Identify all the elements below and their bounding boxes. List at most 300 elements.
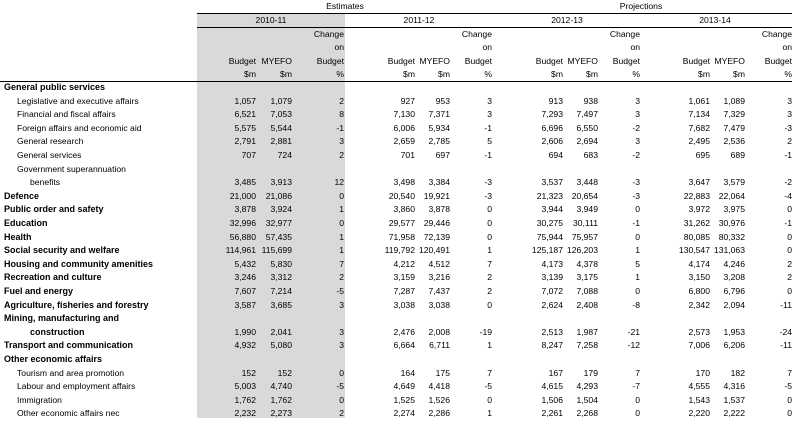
- column-header-budget: $m: [698, 69, 710, 80]
- table-cell: 114,961: [225, 245, 256, 256]
- table-cell: 7: [787, 367, 792, 378]
- row-label: General services: [17, 150, 82, 160]
- year-header: 2011-12: [403, 15, 435, 25]
- table-cell: 29,577: [388, 218, 415, 228]
- table-cell: 6,206: [723, 340, 745, 351]
- table-cell: 2,513: [541, 326, 563, 337]
- column-header-myefo: MYEFO: [567, 55, 598, 66]
- table-cell: 22,064: [718, 190, 745, 201]
- table-cell: 7,497: [576, 109, 598, 120]
- table-cell: 4,378: [576, 258, 598, 269]
- table-cell: 0: [787, 204, 792, 215]
- table-cell: 75,944: [536, 231, 563, 242]
- column-header-budget: $m: [403, 69, 415, 80]
- table-cell: 3,208: [723, 272, 745, 283]
- table-cell: 0: [787, 286, 792, 296]
- table-cell: -24: [779, 326, 792, 337]
- column-header-myefo: $m: [586, 69, 598, 80]
- table-cell: 3: [635, 136, 640, 147]
- table-cell: 2,342: [688, 299, 710, 310]
- table-cell: 697: [435, 150, 450, 160]
- table-cell: 0: [787, 394, 792, 405]
- table-cell: 2,094: [723, 299, 745, 310]
- table-cell: 3,975: [723, 204, 745, 215]
- row-label: Housing and community amenities: [4, 258, 154, 269]
- table-cell: 3: [635, 95, 640, 106]
- table-cell: 5,432: [234, 258, 256, 269]
- table-cell: 7,293: [541, 109, 563, 120]
- table-cell: 3,246: [234, 272, 256, 283]
- table-cell: 0: [787, 231, 792, 242]
- table-cell: 0: [635, 408, 640, 419]
- row-label: General public services: [4, 82, 106, 92]
- table-cell: 0: [339, 394, 344, 405]
- column-header-change: on: [482, 42, 492, 53]
- table-cell: 1: [487, 245, 492, 256]
- table-cell: 3: [635, 109, 640, 120]
- table-cell: 6,664: [393, 340, 415, 351]
- table-cell: 179: [583, 367, 598, 378]
- table-cell: 3,150: [688, 272, 710, 283]
- table-cell: 1,543: [688, 394, 710, 405]
- table-cell: 4,615: [541, 381, 563, 392]
- table-cell: 6,711: [429, 340, 450, 351]
- table-cell: 953: [435, 95, 450, 106]
- table-cell: 3,913: [270, 177, 292, 188]
- table-cell: 19,921: [423, 190, 450, 201]
- table-cell: 2,881: [270, 136, 292, 147]
- column-header-change: Budget: [764, 55, 792, 66]
- table-cell: 1,061: [688, 95, 710, 106]
- table-cell: 1: [487, 340, 492, 351]
- table-cell: 2: [487, 286, 492, 296]
- table-cell: 6,800: [688, 286, 710, 296]
- table-cell: 4,293: [576, 381, 598, 392]
- year-header: 2013-14: [699, 15, 731, 25]
- table-cell: -1: [336, 122, 344, 133]
- table-cell: 5,003: [234, 381, 256, 392]
- row-label: Transport and communication: [4, 340, 134, 351]
- table-cell: 2: [339, 95, 344, 106]
- table-cell: 7: [487, 258, 492, 269]
- table-cell: 2,536: [723, 136, 745, 147]
- table-cell: 3,038: [428, 299, 450, 310]
- table-cell: 913: [548, 95, 563, 106]
- table-cell: 7,371: [428, 109, 450, 120]
- table-cell: 3,384: [428, 177, 450, 188]
- table-cell: 4,649: [393, 381, 415, 392]
- row-label: Social security and welfare: [4, 245, 120, 256]
- table-cell: 20,654: [571, 190, 598, 201]
- table-cell: 3,485: [234, 177, 256, 188]
- column-header-change: %: [336, 69, 344, 80]
- table-cell: 0: [339, 367, 344, 378]
- table-cell: 2,791: [234, 136, 256, 147]
- table-cell: 694: [548, 150, 563, 160]
- table-cell: -3: [484, 190, 492, 201]
- table-cell: 80,332: [718, 231, 745, 242]
- table-cell: 167: [548, 367, 563, 378]
- table-cell: 2: [339, 150, 344, 160]
- table-cell: 5,830: [270, 258, 292, 269]
- table-cell: 7,479: [723, 122, 745, 133]
- column-header-change: Change: [761, 28, 792, 39]
- row-label: Foreign affairs and economic aid: [17, 122, 142, 133]
- table-cell: 8,247: [541, 340, 563, 351]
- table-cell: -3: [632, 190, 640, 201]
- table-cell: 3: [787, 109, 792, 120]
- row-label: Government superannuation: [17, 163, 126, 174]
- table-cell: 7,053: [270, 109, 292, 120]
- table-cell: 3,949: [576, 204, 598, 215]
- table-cell: 3,448: [576, 177, 598, 188]
- column-header-myefo: MYEFO: [714, 55, 745, 66]
- table-cell: 57,435: [265, 231, 292, 242]
- table-cell: 120,491: [418, 245, 450, 256]
- table-cell: 1,079: [270, 95, 292, 106]
- row-label: Defence: [4, 190, 40, 201]
- table-cell: 2,274: [393, 408, 415, 419]
- column-header-budget: Budget: [387, 55, 415, 66]
- column-header-budget: Budget: [228, 55, 256, 66]
- table-cell: 0: [487, 204, 492, 215]
- table-cell: 0: [487, 394, 492, 405]
- table-cell: -21: [627, 326, 640, 337]
- row-label: Labour and employment affairs: [17, 381, 136, 392]
- table-cell: 1,089: [723, 95, 745, 106]
- table-cell: 3: [487, 95, 492, 106]
- table-cell: 5: [487, 136, 492, 147]
- table-cell: 2,220: [688, 408, 710, 419]
- table-cell: 2: [487, 272, 492, 283]
- table-cell: 689: [730, 150, 745, 160]
- table-cell: 0: [635, 231, 640, 242]
- table-cell: 3,175: [576, 272, 598, 283]
- year-header: 2012-13: [551, 15, 583, 25]
- table-cell: 0: [635, 204, 640, 215]
- table-cell: 3,944: [541, 204, 563, 215]
- table-cell: 6,796: [723, 286, 745, 296]
- table-cell: 2,624: [541, 299, 563, 310]
- column-header-change: %: [484, 69, 492, 80]
- table-cell: 0: [635, 394, 640, 405]
- column-header-change: %: [632, 69, 640, 80]
- table-cell: 182: [730, 367, 745, 378]
- row-label: Recreation and culture: [4, 272, 102, 283]
- table-cell: 2,606: [541, 136, 563, 147]
- table-cell: 3,537: [541, 177, 563, 188]
- table-cell: 3,159: [393, 272, 415, 283]
- table-cell: 3: [339, 326, 344, 337]
- table-cell: 130,547: [678, 245, 710, 256]
- table-cell: -2: [632, 150, 640, 160]
- table-cell: 2,286: [428, 408, 450, 419]
- table-cell: 7,006: [688, 340, 710, 351]
- table-cell: 7,329: [723, 109, 745, 120]
- table-cell: 115,699: [261, 245, 292, 256]
- table-cell: 2: [787, 258, 792, 269]
- table-cell: 32,996: [229, 218, 256, 228]
- table-cell: 2,232: [234, 408, 256, 419]
- table-cell: 2: [339, 408, 344, 419]
- table-cell: 1,990: [234, 326, 256, 337]
- row-label: benefits: [30, 177, 61, 188]
- column-header-change: Change: [609, 28, 640, 39]
- table-cell: 927: [400, 95, 415, 106]
- table-cell: -12: [627, 340, 640, 351]
- column-header-myefo: $m: [733, 69, 745, 80]
- table-cell: 7: [339, 258, 344, 269]
- table-cell: 30,976: [718, 218, 745, 228]
- table-cell: 3,038: [393, 299, 415, 310]
- table-cell: 3,878: [234, 204, 256, 215]
- table-cell: 164: [400, 367, 415, 378]
- column-header-change: on: [782, 42, 792, 53]
- table-cell: 1,762: [234, 394, 256, 405]
- column-header-change: Change: [313, 28, 344, 39]
- table-cell: 707: [241, 150, 256, 160]
- table-cell: 1,525: [393, 394, 415, 405]
- column-header-change: Budget: [316, 55, 344, 66]
- table-cell: 126,203: [566, 245, 598, 256]
- column-header-change: Budget: [464, 55, 492, 66]
- table-cell: -11: [780, 299, 792, 310]
- table-cell: 2,041: [270, 326, 292, 337]
- column-header-change: on: [334, 42, 344, 53]
- table-cell: 7: [487, 367, 492, 378]
- table-cell: 152: [277, 367, 292, 378]
- column-header-budget: Budget: [535, 55, 563, 66]
- table-cell: 6,550: [576, 122, 598, 133]
- table-cell: 2,008: [428, 326, 450, 337]
- table-cell: 2: [787, 272, 792, 283]
- table-cell: 1: [339, 231, 344, 242]
- table-cell: -19: [479, 326, 492, 337]
- table-cell: 4,316: [723, 381, 745, 392]
- table-cell: 0: [487, 231, 492, 242]
- table-cell: 2,222: [723, 408, 745, 419]
- table-cell: -5: [336, 286, 344, 296]
- table-cell: 119,792: [384, 245, 415, 256]
- table-cell: 4,418: [428, 381, 450, 392]
- row-label: Immigration: [17, 394, 62, 405]
- table-cell: -8: [632, 299, 640, 310]
- table-cell: -7: [632, 381, 640, 392]
- table-cell: 1,762: [270, 394, 292, 405]
- table-cell: 12: [334, 177, 344, 188]
- group-header-estimates: Estimates: [326, 1, 364, 11]
- table-cell: 2,408: [576, 299, 598, 310]
- year-header: 2010-11: [255, 15, 287, 25]
- table-cell: 2,694: [576, 136, 598, 147]
- table-cell: 7,134: [688, 109, 710, 120]
- table-cell: 3,216: [428, 272, 450, 283]
- table-cell: 1,057: [234, 95, 256, 106]
- table-cell: 3,972: [688, 204, 710, 215]
- table-cell: 4,246: [723, 258, 745, 269]
- table-cell: 56,880: [229, 231, 256, 242]
- table-cell: 1,987: [576, 326, 598, 337]
- table-cell: 2,476: [393, 326, 415, 337]
- table-cell: 0: [487, 299, 492, 310]
- table-cell: 125,187: [531, 245, 563, 256]
- table-cell: 5,934: [428, 122, 450, 133]
- table-cell: 7,088: [576, 286, 598, 296]
- column-header-myefo: MYEFO: [261, 55, 292, 66]
- table-cell: 21,323: [536, 190, 563, 201]
- table-cell: -1: [484, 150, 492, 160]
- table-cell: 80,085: [683, 231, 710, 242]
- table-cell: 3: [487, 109, 492, 120]
- row-label: Agriculture, fisheries and forestry: [4, 299, 149, 310]
- row-label: Tourism and area promotion: [17, 367, 124, 378]
- table-cell: 7,072: [541, 286, 563, 296]
- table-cell: 3,860: [393, 204, 415, 215]
- row-label: Health: [4, 231, 32, 242]
- table-cell: 32,977: [265, 218, 292, 228]
- table-cell: 4,740: [270, 381, 292, 392]
- row-label: General research: [17, 136, 84, 147]
- table-cell: -5: [484, 381, 492, 392]
- row-label: Education: [4, 218, 48, 228]
- table-cell: 0: [339, 190, 344, 201]
- table-cell: -1: [632, 218, 640, 228]
- table-cell: 7,214: [270, 286, 292, 296]
- table-cell: -3: [484, 177, 492, 188]
- table-cell: -1: [784, 150, 792, 160]
- column-header-change: Change: [461, 28, 492, 39]
- table-cell: -2: [784, 177, 792, 188]
- table-cell: 3,647: [688, 177, 710, 188]
- table-cell: 695: [695, 150, 710, 160]
- column-header-budget: $m: [244, 69, 256, 80]
- table-cell: 6,521: [234, 109, 256, 120]
- table-cell: 724: [277, 150, 292, 160]
- table-cell: 1,506: [541, 394, 563, 405]
- column-header-budget: $m: [551, 69, 563, 80]
- table-cell: 30,111: [572, 218, 598, 228]
- table-cell: 3,878: [428, 204, 450, 215]
- table-cell: 3,579: [723, 177, 745, 188]
- table-cell: 0: [339, 218, 344, 228]
- table-cell: 3,685: [270, 299, 292, 310]
- column-header-change: on: [630, 42, 640, 53]
- table-cell: 1: [635, 272, 640, 283]
- table-cell: 7,258: [576, 340, 598, 351]
- table-cell: 1: [339, 245, 344, 256]
- table-cell: 2: [787, 136, 792, 147]
- column-header-budget: Budget: [682, 55, 710, 66]
- table-cell: 7,287: [393, 286, 415, 296]
- table-cell: 7,607: [234, 286, 256, 296]
- table-cell: 3: [339, 136, 344, 147]
- column-header-myefo: MYEFO: [419, 55, 450, 66]
- row-label: Fuel and energy: [4, 286, 74, 296]
- column-header-change: Budget: [612, 55, 640, 66]
- table-cell: 683: [583, 150, 598, 160]
- table-cell: 7: [635, 367, 640, 378]
- table-cell: 8: [339, 109, 344, 120]
- table-cell: 938: [583, 95, 598, 106]
- table-cell: 2,495: [688, 136, 710, 147]
- table-cell: -1: [484, 122, 492, 133]
- column-header-change: %: [784, 69, 792, 80]
- row-label: Legislative and executive affairs: [17, 95, 139, 106]
- table-cell: 3,498: [393, 177, 415, 188]
- table-cell: 21,000: [229, 190, 256, 201]
- table-cell: 1: [339, 204, 344, 215]
- table-cell: 3,587: [234, 299, 256, 310]
- table-cell: -1: [784, 218, 792, 228]
- row-label: Other economic affairs nec: [17, 408, 120, 419]
- table-cell: 2,261: [541, 408, 563, 419]
- table-cell: 3: [339, 299, 344, 310]
- table-cell: 4,932: [234, 340, 256, 351]
- table-cell: 31,262: [683, 218, 710, 228]
- group-header-projections: Projections: [619, 1, 663, 11]
- table-cell: 701: [400, 150, 415, 160]
- table-cell: 2,659: [393, 136, 415, 147]
- table-cell: 175: [435, 367, 450, 378]
- table-cell: 20,540: [388, 190, 415, 201]
- table-cell: 3: [787, 95, 792, 106]
- table-cell: 3: [339, 340, 344, 351]
- table-cell: 2,273: [270, 408, 292, 419]
- table-cell: -5: [784, 381, 792, 392]
- table-cell: 0: [787, 408, 792, 419]
- table-cell: 4,555: [688, 381, 710, 392]
- table-cell: 3,924: [270, 204, 292, 215]
- table-cell: 0: [487, 218, 492, 228]
- table-cell: 7,130: [393, 109, 415, 120]
- table-cell: 4,173: [541, 258, 563, 269]
- table-cell: 2,268: [576, 408, 598, 419]
- row-label: Financial and fiscal affairs: [17, 109, 116, 120]
- table-cell: -4: [784, 190, 792, 201]
- table-cell: 1: [487, 408, 492, 419]
- table-cell: 75,957: [571, 231, 598, 242]
- column-header-myefo: $m: [438, 69, 450, 80]
- table-cell: 5,080: [270, 340, 292, 351]
- table-cell: 152: [241, 367, 256, 378]
- row-label: construction: [30, 326, 85, 337]
- table-cell: 2,785: [428, 136, 450, 147]
- table-cell: 71,958: [388, 231, 415, 242]
- table-cell: 4,212: [393, 258, 415, 269]
- table-cell: 21,086: [265, 190, 292, 201]
- table-cell: 5: [635, 258, 640, 269]
- table-cell: 0: [787, 245, 792, 256]
- table-cell: 6,006: [393, 122, 415, 133]
- table-cell: -3: [632, 177, 640, 188]
- table-cell: 0: [635, 286, 640, 296]
- table-cell: 3,139: [541, 272, 563, 283]
- table-cell: 3,312: [270, 272, 292, 283]
- table-cell: 1,537: [723, 394, 745, 405]
- table-cell: 131,063: [713, 245, 745, 256]
- table-cell: -3: [784, 122, 792, 133]
- table-cell: 22,883: [683, 190, 710, 201]
- table-cell: 4,512: [428, 258, 450, 269]
- table-cell: -5: [336, 381, 344, 392]
- table-cell: 1,504: [576, 394, 598, 405]
- table-cell: 1: [635, 245, 640, 256]
- table-cell: -11: [780, 340, 792, 351]
- table-cell: 29,446: [423, 218, 450, 228]
- table-cell: 2: [339, 272, 344, 283]
- row-label: Public order and safety: [4, 204, 104, 215]
- table-cell: 7,437: [428, 286, 450, 296]
